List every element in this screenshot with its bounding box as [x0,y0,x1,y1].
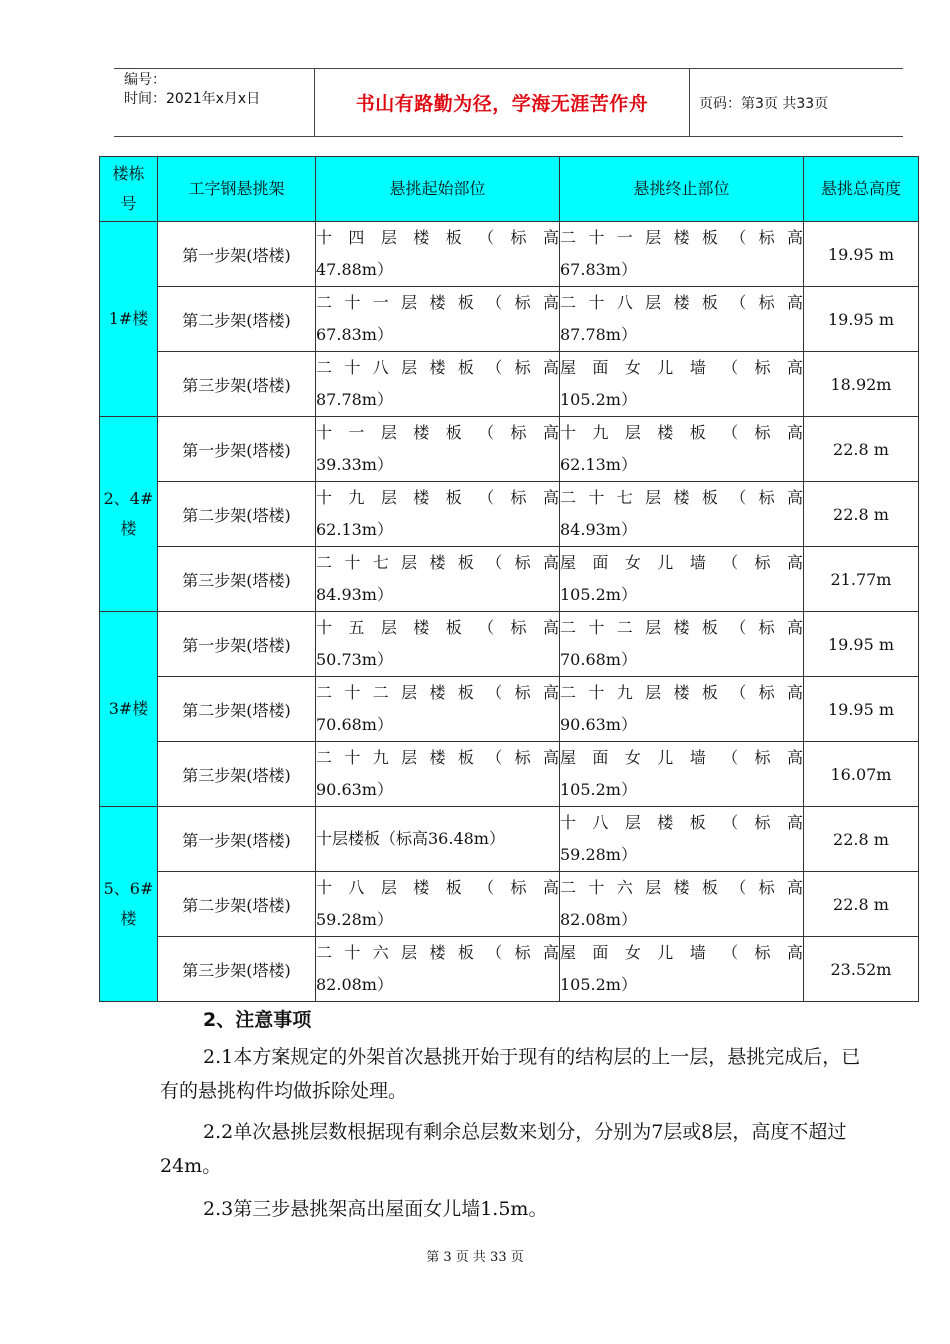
start-position-cell [316,417,560,482]
note-paragraph-3: 2.3第三步悬挑架高出屋面女儿墙1.5m。 [203,1198,548,1220]
start-position-line-2: 67.83m） [316,325,393,344]
start-position-line-2: 39.33m） [316,455,393,474]
total-height-cell: 19.95 m [804,677,919,742]
end-position-cell [560,287,804,352]
start-position-cell [316,222,560,287]
start-position-line-1: 十八层楼板（标高 [316,878,559,897]
end-position-cell [560,872,804,937]
frame-type-cell: 第三步架(塔楼) [158,742,316,807]
start-position-cell [316,287,560,352]
table-row [100,547,919,612]
start-position-line-1: 二十六层楼板（标高 [316,943,559,962]
page-header [114,68,903,137]
col-building-label: 楼栋号 [112,164,145,213]
start-position-line-1: 二十八层楼板（标高 [316,358,559,377]
total-height-cell: 16.07m [804,742,919,807]
frame-type-cell: 第一步架(塔楼) [158,222,316,287]
end-position-line-2: 59.28m） [560,845,637,864]
frame-type-cell: 第三步架(塔楼) [158,937,316,1002]
table-row [100,677,919,742]
table-row [100,612,919,677]
end-position-line-1: 屋面女儿墙（标高 [560,358,803,377]
notes-title: 2、注意事项 [203,1009,312,1031]
total-height-cell: 22.8 m [804,417,919,482]
table-row [100,417,919,482]
start-position-line-2: 59.28m） [316,910,393,929]
start-position-cell [316,482,560,547]
end-position-line-2: 105.2m） [560,390,637,409]
table-body [100,222,919,1002]
frame-type-cell: 第一步架(塔楼) [158,612,316,677]
frame-type-cell: 第三步架(塔楼) [158,352,316,417]
end-position-line-1: 二十一层楼板（标高 [560,228,803,247]
table-row [100,937,919,1002]
cantilever-scaffold-table [99,156,919,1002]
end-position-line-2: 105.2m） [560,975,637,994]
total-height-cell: 19.95 m [804,222,919,287]
end-position-cell [560,937,804,1002]
total-height-cell: 19.95 m [804,612,919,677]
start-position-cell [316,872,560,937]
end-position-cell [560,352,804,417]
end-position-line-2: 62.13m） [560,455,637,474]
start-position-line-1: 十五层楼板（标高 [316,618,559,637]
end-position-line-1: 二十七层楼板（标高 [560,488,803,507]
start-position-line-1: 十一层楼板（标高 [316,423,559,442]
total-height-cell: 22.8 m [804,482,919,547]
total-height-cell: 18.92m [804,352,919,417]
header-time: 时间：2021年x月x日 [124,91,261,107]
note-paragraph-2: 2.2单次悬挑层数根据现有剩余总层数来划分，分别为7层或8层，高度不超过24m。 [160,1121,847,1177]
table-row [100,482,919,547]
end-position-line-2: 87.78m） [560,325,637,344]
table-row [100,352,919,417]
end-position-cell [560,547,804,612]
end-position-line-1: 屋面女儿墙（标高 [560,748,803,767]
end-position-line-2: 82.08m） [560,910,637,929]
col-building [100,157,158,222]
total-height-cell: 19.95 m [804,287,919,352]
end-position-line-2: 84.93m） [560,520,637,539]
total-height-cell: 23.52m [804,937,919,1002]
end-position-line-1: 十九层楼板（标高 [560,423,803,442]
start-position-cell [316,352,560,417]
end-position-cell [560,222,804,287]
start-position-cell [316,807,560,872]
start-position-cell [316,612,560,677]
end-position-line-1: 二十八层楼板（标高 [560,293,803,312]
end-position-line-2: 105.2m） [560,585,637,604]
building-cell: 1#楼 [100,222,158,417]
start-position-cell [316,547,560,612]
end-position-line-1: 屋面女儿墙（标高 [560,943,803,962]
end-position-line-2: 67.83m） [560,260,637,279]
frame-type-cell: 第一步架(塔楼) [158,807,316,872]
start-position-cell [316,742,560,807]
frame-type-cell: 第二步架(塔楼) [158,482,316,547]
header-motto-cell [315,69,690,136]
end-position-line-2: 90.63m） [560,715,637,734]
frame-type-cell: 第一步架(塔楼) [158,417,316,482]
total-height-cell: 22.8 m [804,807,919,872]
start-position-line-1: 十九层楼板（标高 [316,488,559,507]
header-meta [114,69,315,136]
start-position-line-2: 50.73m） [316,650,393,669]
frame-type-cell: 第二步架(塔楼) [158,677,316,742]
building-cell: 2、4#楼 [100,417,158,612]
header-page: 页码：第3页 共33页 [699,95,829,112]
end-position-line-2: 70.68m） [560,650,637,669]
table-row [100,807,919,872]
table-row [100,287,919,352]
end-position-line-1: 十八层楼板（标高 [560,813,803,832]
end-position-line-1: 二十二层楼板（标高 [560,618,803,637]
frame-type-cell: 第二步架(塔楼) [158,287,316,352]
col-end-position: 悬挑终止部位 [560,157,804,222]
start-position-line-2: 62.13m） [316,520,393,539]
start-position-line-1: 二十九层楼板（标高 [316,748,559,767]
end-position-cell [560,807,804,872]
table-header-row [100,157,919,222]
start-position-line-2: 47.88m） [316,260,393,279]
frame-type-cell: 第二步架(塔楼) [158,872,316,937]
start-position-cell [316,677,560,742]
start-position-line-2: 82.08m） [316,975,393,994]
end-position-line-1: 屋面女儿墙（标高 [560,553,803,572]
building-cell: 5、6#楼 [100,807,158,1002]
col-frame-type: 工字钢悬挑架 [158,157,316,222]
end-position-cell [560,482,804,547]
start-position-line-2: 70.68m） [316,715,393,734]
end-position-cell [560,417,804,482]
building-cell: 3#楼 [100,612,158,807]
start-position-cell [316,937,560,1002]
end-position-line-1: 二十九层楼板（标高 [560,683,803,702]
frame-type-cell: 第三步架(塔楼) [158,547,316,612]
table-row [100,872,919,937]
start-position-line-2: 90.63m） [316,780,393,799]
header-number: 编号： [124,72,166,88]
end-position-line-1: 二十六层楼板（标高 [560,878,803,897]
total-height-cell: 22.8 m [804,872,919,937]
total-height-cell: 21.77m [804,547,919,612]
note-paragraph-1: 2.1本方案规定的外架首次悬挑开始于现有的结构层的上一层，悬挑完成后，已有的悬挑构件均做拆除处理。 [160,1046,861,1102]
start-position-line-2: 84.93m） [316,585,393,604]
start-position-line-2: 87.78m） [316,390,393,409]
end-position-cell [560,612,804,677]
page-footer: 第 3 页 共 33 页 [426,1250,524,1265]
header-motto: 书山有路勤为径，学海无涯苦作舟 [355,93,649,115]
end-position-cell [560,742,804,807]
col-start-position: 悬挑起始部位 [316,157,560,222]
end-position-line-2: 105.2m） [560,780,637,799]
start-position-line-1: 二十七层楼板（标高 [316,553,559,572]
table-row [100,742,919,807]
start-position-line-1: 十层楼板（标高36.48m） [316,829,505,848]
end-position-cell [560,677,804,742]
col-total-height: 悬挑总高度 [804,157,919,222]
table-row [100,222,919,287]
start-position-line-1: 二十一层楼板（标高 [316,293,559,312]
start-position-line-1: 十四层楼板（标高 [316,228,559,247]
start-position-line-1: 二十二层楼板（标高 [316,683,559,702]
